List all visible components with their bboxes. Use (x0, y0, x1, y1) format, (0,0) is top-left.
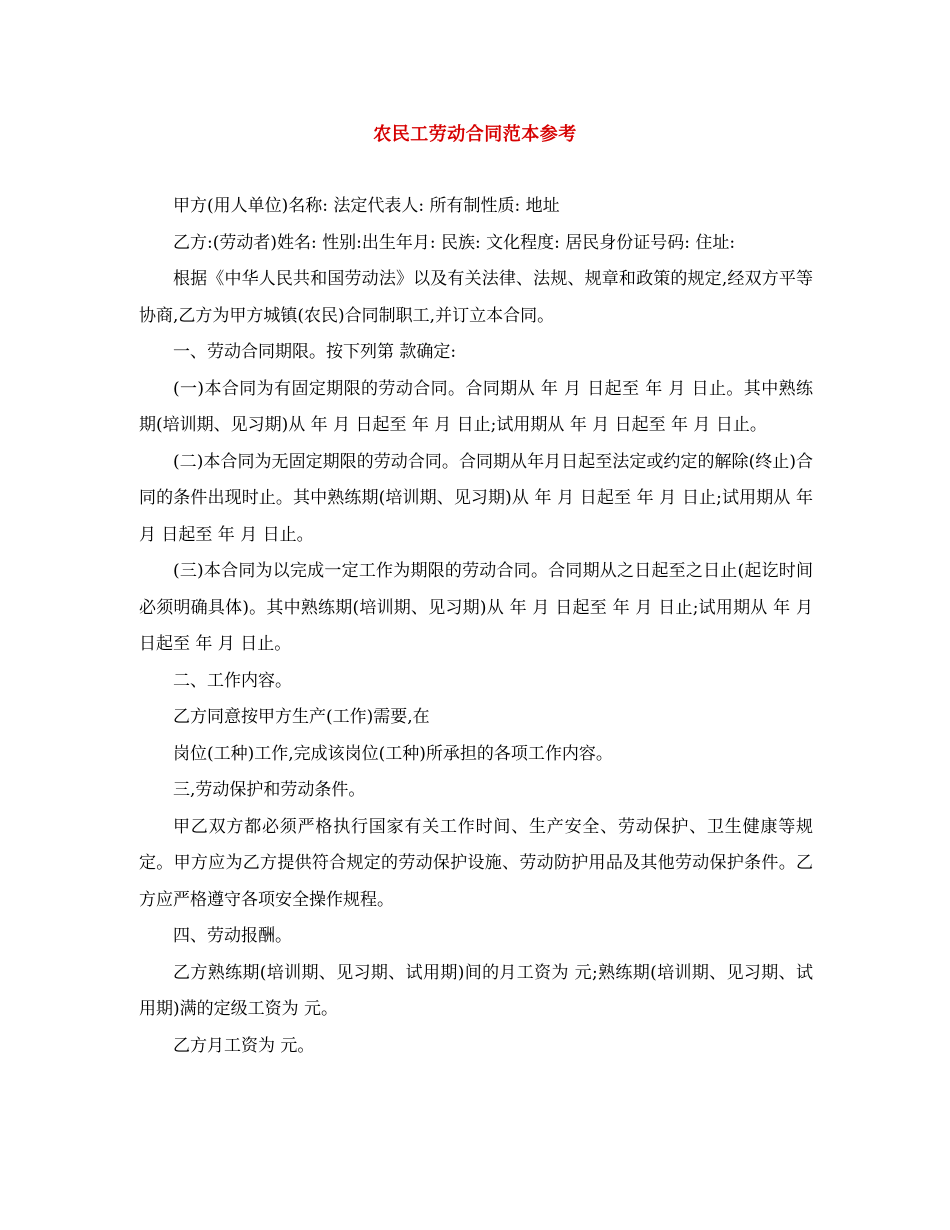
paragraph-protection: 甲乙双方都必须严格执行国家有关工作时间、生产安全、劳动保护、卫生健康等规定。甲方应为乙方提供符合规定的劳动保护设施、劳动防护用品及其他劳动保护条件。乙方应严格遵守各项安全操作规程。 (139, 816, 813, 910)
paragraph-party-a: 甲方(用人单位)名称: 法定代表人: 所有制性质: 地址 (173, 196, 560, 216)
document-title: 农民工劳动合同范本参考 (373, 124, 577, 145)
paragraph-pay-monthly: 乙方月工资为 元。 (173, 1035, 315, 1056)
paragraph-fixed-term: (一)本合同为有固定期限的劳动合同。合同期从 年 月 日起至 年 月 日止。其中熟练期(培训期、见习期)从 年 月 日起至 年 月 日止;试用期从 年 月 日起至 年 月 日止。 (139, 378, 813, 435)
paragraph-task-term: (三)本合同为以完成一定工作为期限的劳动合同。合同期从之日起至之日止(起讫时间必须明确具体)。其中熟练期(培训期、见习期)从 年 月 日起至 年 月 日止;试用期从 年 月 日起至 年 月 日止。 (139, 561, 813, 654)
section-heading-work: 二、工作内容。 (173, 670, 292, 691)
paragraph-pay-probation: 乙方熟练期(培训期、见习期、试用期)间的月工资为 元;熟练期(培训期、见习期、试用期)满的定级工资为 元。 (139, 962, 813, 1019)
document-body (139, 188, 813, 1064)
paragraph-preamble: 根据《中华人民共和国劳动法》以及有关法律、法规、规章和政策的规定,经双方平等协商,乙方为甲方城镇(农民)合同制职工,并订立本合同。 (139, 269, 813, 326)
section-heading-pay: 四、劳动报酬。 (173, 926, 292, 946)
section-heading-term: 一、劳动合同期限。按下列第 款确定: (173, 342, 457, 362)
paragraph-work-1: 乙方同意按甲方生产(工作)需要,在 (173, 707, 430, 727)
paragraph-party-b: 乙方:(劳动者)姓名: 性别:出生年月: 民族: 文化程度: 居民身份证号码: 住址: (173, 232, 736, 253)
paragraph-work-2: 岗位(工种)工作,完成该岗位(工种)所承担的各项工作内容。 (173, 743, 613, 764)
section-heading-protection: 三,劳动保护和劳动条件。 (173, 780, 366, 800)
paragraph-open-term: (二)本合同为无固定期限的劳动合同。合同期从年月日起至法定或约定的解除(终止)合同的条件出现时止。其中熟练期(培训期、见习期)从 年 月 日起至 年 月 日止;试用期从 年 月 日起至 年 月 日止。 (139, 451, 813, 545)
